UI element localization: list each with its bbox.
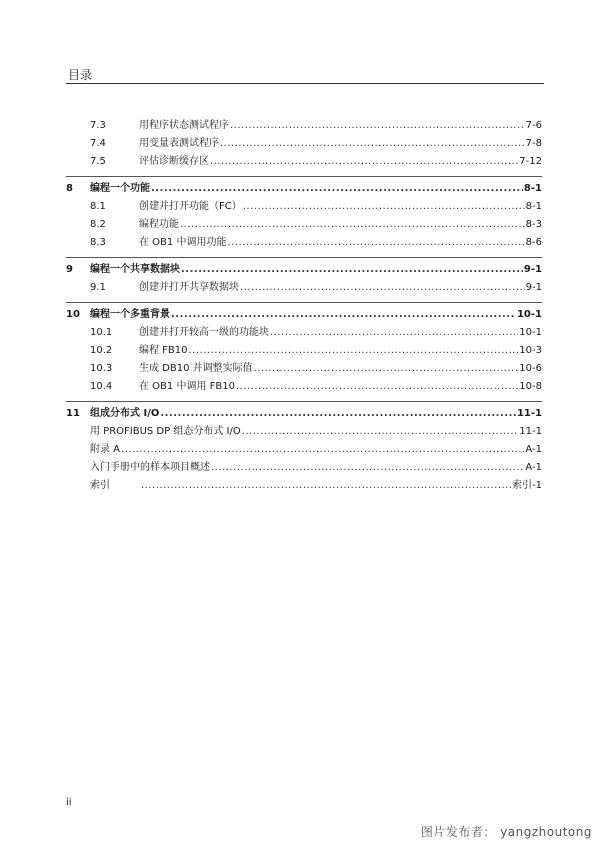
toc-entry-sample-projects[interactable] [66, 459, 542, 477]
dot-leader [227, 234, 524, 252]
toc-chapter-page: 11-1 [516, 408, 542, 419]
toc-entry-page: 8-6 [525, 237, 542, 248]
toc-entry-title: 创建并打开共享数据块 [139, 279, 240, 297]
dot-leader [220, 135, 525, 153]
toc-entry-page: 8-3 [525, 219, 542, 230]
toc-chapter-number: 11 [66, 408, 80, 419]
running-header-title: 目录 [68, 68, 93, 82]
toc-entry-title: 生成 DB10 并调整实际值 [139, 360, 254, 378]
section-divider [66, 401, 542, 402]
toc-entry-number: 7.3 [90, 120, 106, 131]
toc-entry-title: 附录 A [90, 441, 121, 459]
dot-leader [236, 378, 518, 396]
section-divider [66, 257, 542, 258]
toc-entry-title: 创建并打开功能（FC） [139, 198, 243, 216]
toc-entry-title: 索引 [90, 477, 141, 495]
toc-entry-8-3[interactable] [66, 234, 542, 252]
toc-entry-page: A-1 [525, 462, 542, 473]
toc-entry-title: 编程 FB10 [139, 342, 189, 360]
publisher-watermark: 图片发布者： yangzhoutong [420, 825, 592, 839]
toc-chapter-page: 8-1 [523, 183, 542, 194]
toc-entry-page: 8-1 [525, 201, 542, 212]
dot-leader [254, 360, 519, 378]
toc-chapter-title: 编程一个功能 [90, 180, 151, 198]
toc-entry-10-4[interactable] [66, 378, 542, 396]
toc-entry-page: 10-6 [519, 363, 542, 374]
toc-entry-page: 10-1 [519, 327, 542, 338]
toc-entry-page: 11-1 [519, 426, 542, 437]
toc-entry-page: 7-8 [525, 138, 542, 149]
toc-entry-page: 7-12 [519, 156, 542, 167]
toc-entry-page: 10-8 [519, 381, 542, 392]
toc-entry-page: 7-6 [525, 120, 542, 131]
toc-entry-title: 评估诊断缓存区 [139, 153, 210, 171]
toc-entry-number: 10.2 [90, 345, 113, 356]
toc-entry-page: 9-1 [525, 282, 542, 293]
toc-chapter-title: 编程一个共享数据块 [90, 261, 181, 279]
dot-leader [270, 324, 518, 342]
toc-entry-number: 8.1 [90, 201, 106, 212]
dot-leader [151, 180, 523, 198]
toc-entry-number: 7.4 [90, 138, 106, 149]
toc-entry-7-3[interactable] [66, 117, 542, 135]
toc-entry-title: 在 OB1 中调用 FB10 [139, 378, 236, 396]
toc-entry-8-2[interactable] [66, 216, 542, 234]
toc-chapter-title: 组成分布式 I/O [90, 405, 160, 423]
toc-entry-page: A-1 [525, 444, 542, 455]
dot-leader [242, 423, 519, 441]
toc-chapter-number: 9 [66, 264, 73, 275]
toc-entry-title: 在 OB1 中调用功能 [139, 234, 227, 252]
toc-chapter-title: 编程一个多重背景 [90, 306, 171, 324]
toc-entry-10-2[interactable] [66, 342, 542, 360]
toc-entry-title: 用程序状态测试程序 [139, 117, 230, 135]
toc-entry-title: 编程功能 [139, 216, 180, 234]
dot-leader [243, 198, 525, 216]
toc-chapter-8[interactable] [66, 180, 542, 198]
section-divider [66, 176, 542, 177]
toc-entry-number: 10.1 [90, 327, 113, 338]
dot-leader [189, 342, 519, 360]
toc-entry-number: 10.3 [90, 363, 113, 374]
section-divider [66, 302, 542, 303]
toc-entry-profibus[interactable] [66, 423, 542, 441]
toc-chapter-11[interactable] [66, 405, 542, 423]
dot-leader [180, 216, 525, 234]
dot-leader [230, 117, 525, 135]
table-of-contents [66, 117, 542, 495]
toc-chapter-number: 8 [66, 183, 73, 194]
toc-entry-title: 入门手册中的样本项目概述 [90, 459, 211, 477]
dot-leader [210, 153, 518, 171]
toc-entry-page: 10-3 [519, 345, 542, 356]
toc-entry-title: 用变量表测试程序 [139, 135, 220, 153]
dot-leader [171, 306, 516, 324]
toc-entry-page: 索引-1 [512, 480, 542, 491]
toc-entry-10-1[interactable] [66, 324, 542, 342]
toc-chapter-page: 9-1 [523, 264, 542, 275]
toc-chapter-10[interactable] [66, 306, 542, 324]
dot-leader [160, 405, 516, 423]
dot-leader [181, 261, 523, 279]
dot-leader [240, 279, 525, 297]
toc-entry-10-3[interactable] [66, 360, 542, 378]
dot-leader [141, 477, 511, 495]
toc-entry-index[interactable] [66, 477, 542, 495]
toc-chapter-number: 10 [66, 309, 80, 320]
toc-entry-title: 用 PROFIBUS DP 组态分布式 I/O [90, 423, 242, 441]
toc-entry-9-1[interactable] [66, 279, 542, 297]
toc-entry-number: 8.2 [90, 219, 106, 230]
toc-chapter-page: 10-1 [516, 309, 542, 320]
toc-entry-8-1[interactable] [66, 198, 542, 216]
toc-entry-7-5[interactable] [66, 153, 542, 171]
toc-entry-number: 9.1 [90, 282, 106, 293]
toc-entry-7-4[interactable] [66, 135, 542, 153]
page-number: ii [66, 797, 72, 808]
toc-entry-number: 7.5 [90, 156, 106, 167]
toc-entry-title: 创建并打开较高一级的功能块 [139, 324, 270, 342]
header-rule [66, 83, 544, 84]
toc-entry-appendix-a[interactable] [66, 441, 542, 459]
toc-entry-number: 10.4 [90, 381, 113, 392]
toc-chapter-9[interactable] [66, 261, 542, 279]
toc-entry-number: 8.3 [90, 237, 106, 248]
dot-leader [211, 459, 524, 477]
dot-leader [121, 441, 524, 459]
